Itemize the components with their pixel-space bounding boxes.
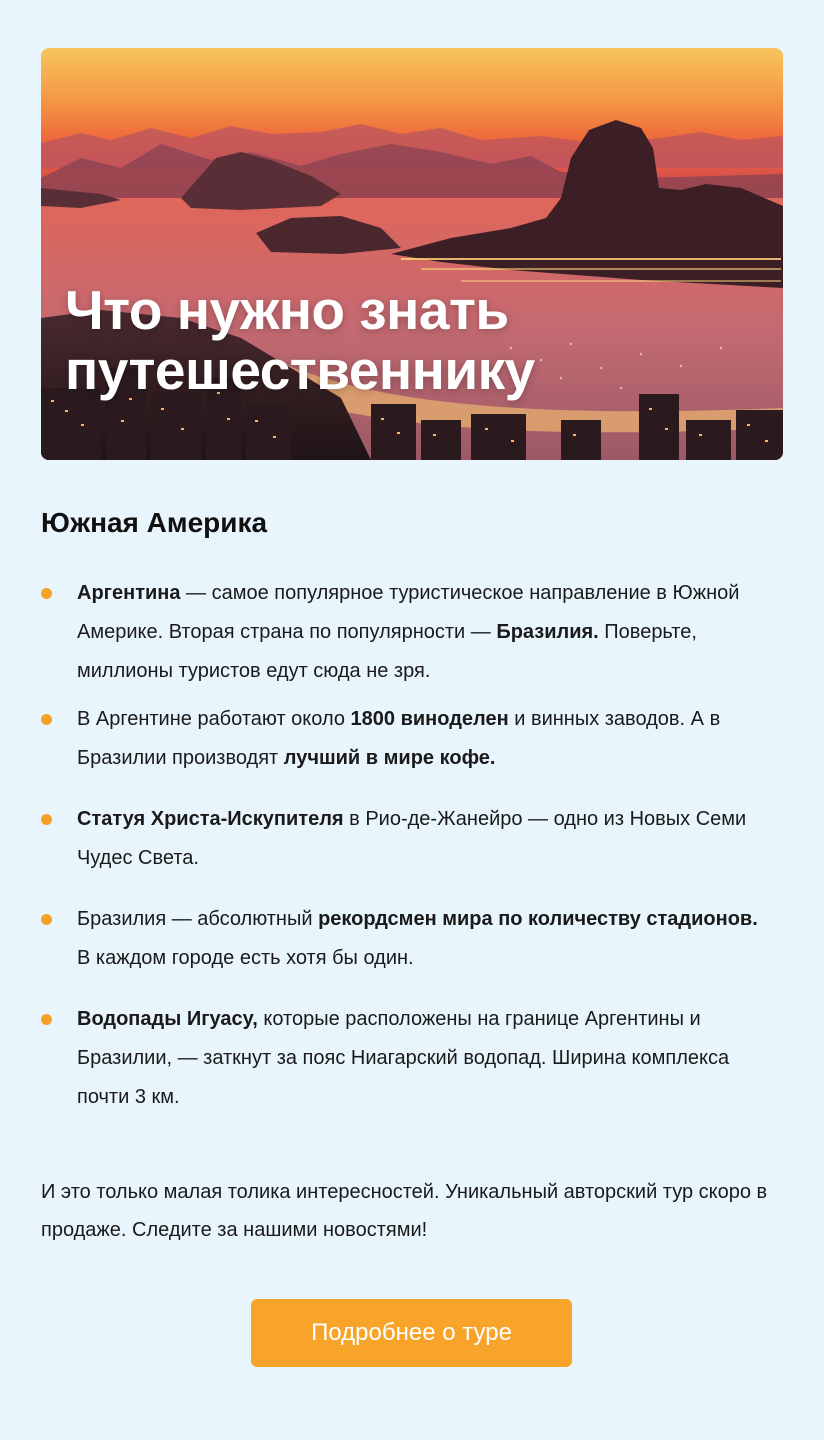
fact-4-text-2: В каждом городе есть хотя бы один.	[77, 947, 414, 969]
fact-2-bold-2: лучший в мире кофе.	[283, 747, 496, 769]
list-item	[41, 574, 761, 700]
fact-1-text-2: Поверьте, миллионы туристов едут сюда не зря.	[77, 621, 697, 682]
list-item	[41, 900, 761, 1000]
fact-2-text-1: В Аргентине работают около	[77, 708, 351, 730]
outro-text: И это только малая толика интересностей. Уникальный авторский тур скоро в продаже. Следите за нашими новостями!	[41, 1181, 768, 1241]
fact-2-text-2: и винных заводов. А в Бразилии производят	[77, 708, 721, 769]
bullet-dot-icon	[41, 714, 52, 725]
facts-list	[41, 574, 761, 1120]
bullet-dot-icon	[41, 588, 52, 599]
list-item	[41, 1000, 761, 1120]
bullet-dot-icon	[41, 914, 52, 925]
fact-3-bold-1: Статуя Христа-Искупителя	[77, 808, 344, 830]
tour-details-button[interactable]: Подробнее о туре	[251, 1299, 572, 1367]
fact-4-text-1: Бразилия — абсолютный	[77, 908, 319, 930]
section-title: Южная Америка	[41, 507, 268, 538]
hero-title-line-2: путешественнику	[65, 339, 535, 401]
fact-1-bold-2: Бразилия.	[496, 621, 599, 643]
fact-4-bold-1: рекордсмен мира по количеству стадионов.	[318, 908, 758, 930]
fact-5-text-1: которые расположены на границе Аргентины и Бразилии, — заткнут за пояс Ниагарский водопад. Ширина комплекса почти 3 км.	[77, 1008, 730, 1108]
list-item	[41, 800, 761, 900]
fact-5-bold-1: Водопады Игуасу,	[77, 1008, 258, 1030]
bullet-dot-icon	[41, 814, 52, 825]
hero-banner	[41, 48, 783, 460]
list-item	[41, 700, 761, 800]
fact-2-bold-1: 1800 виноделен	[350, 708, 509, 730]
fact-3-text-1: в Рио-де-Жанейро — одно из Новых Семи Чудес Света.	[77, 808, 747, 869]
bullet-dot-icon	[41, 1014, 52, 1025]
fact-1-text-1: — самое популярное туристическое направление в Южной Америке. Вторая страна по популярности —	[77, 582, 740, 643]
hero-title-line-1: Что нужно знать	[65, 279, 509, 341]
fact-1-bold-1: Аргентина	[77, 582, 181, 604]
hero-title	[65, 280, 705, 400]
